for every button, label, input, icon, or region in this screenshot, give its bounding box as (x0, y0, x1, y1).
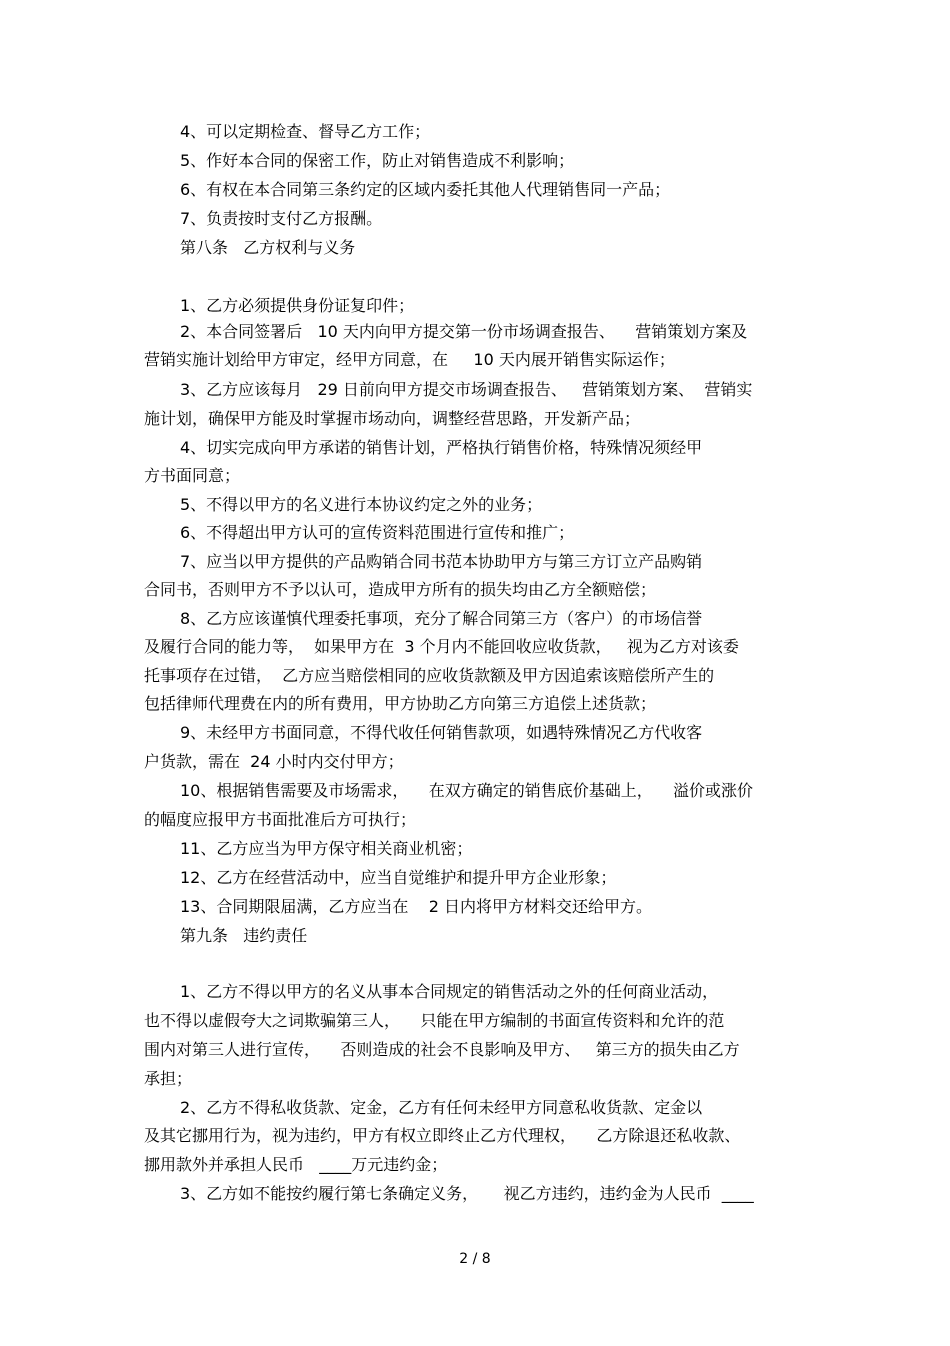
clause-line: 托事项存在过错， 乙方应当赔偿相同的应收货款额及甲方因追索该赔偿所产生的 (144, 666, 715, 685)
clause-line: 4、切实完成向甲方承诺的销售计划，严格执行销售价格，特殊情况须经甲 (180, 438, 703, 457)
clause-line: 及履行合同的能力等， 如果甲方在 3 个月内不能回收应收货款， 视为乙方对该委 (144, 637, 739, 656)
clause-line: 施计划，确保甲方能及时掌握市场动向，调整经营思路，开发新产品； (144, 409, 641, 428)
clause-line: 5、作好本合同的保密工作，防止对销售造成不利影响； (180, 151, 575, 170)
clause-line: 3、乙方应该每月 29 日前向甲方提交市场调查报告、 营销策划方案、 营销实 (180, 380, 753, 399)
clause-line: 包括律师代理费在内的所有费用，甲方协助乙方向第三方追偿上述货款； (144, 694, 657, 713)
clause-line: 3、乙方如不能按约履行第七条确定义务， 视乙方违约，违约金为人民币 ____ (180, 1184, 754, 1203)
clause-line: 5、不得以甲方的名义进行本协议约定之外的业务； (180, 495, 543, 514)
clause-line: 11、乙方应当为甲方保守相关商业机密； (180, 839, 473, 858)
clause-line: 12、乙方在经营活动中，应当自觉维护和提升甲方企业形象； (180, 868, 617, 887)
clause-line: 营销实施计划给甲方审定，经甲方同意，在 10 天内展开销售实际运作； (144, 350, 675, 369)
clause-line: 2、乙方不得私收货款、定金，乙方有任何未经甲方同意私收货款、定金以 (180, 1098, 703, 1117)
clause-line: 合同书，否则甲方不予以认可，造成甲方所有的损失均由乙方全额赔偿； (144, 580, 657, 599)
clause-line: 6、有权在本合同第三条约定的区域内委托其他人代理销售同一产品； (180, 180, 671, 199)
clause-line: 9、未经甲方书面同意，不得代收任何销售款项，如遇特殊情况乙方代收客 (180, 723, 703, 742)
clause-line: 6、不得超出甲方认可的宣传资料范围进行宣传和推广； (180, 523, 575, 542)
clause-line: 4、可以定期检查、督导乙方工作； (180, 122, 431, 141)
clause-line: 挪用款外并承担人民币 ____万元违约金； (144, 1155, 448, 1174)
section-heading-article-9: 第九条 违约责任 (180, 926, 308, 945)
clause-line: 1、乙方不得以甲方的名义从事本合同规定的销售活动之外的任何商业活动， (180, 982, 719, 1001)
clause-line: 1、乙方必须提供身份证复印件； (180, 296, 415, 315)
clause-line: 方书面同意； (144, 466, 241, 485)
clause-line: 围内对第三人进行宣传， 否则造成的社会不良影响及甲方、 第三方的损失由乙方 (144, 1040, 740, 1059)
clause-line: 的幅度应报甲方书面批准后方可执行； (144, 810, 417, 829)
clause-line: 也不得以虚假夸大之词欺骗第三人， 只能在甲方编制的书面宣传资料和允许的范 (144, 1011, 725, 1030)
page-number: 2 / 8 (459, 1251, 491, 1267)
clause-line: 2、本合同签署后 10 天内向甲方提交第一份市场调查报告、 营销策划方案及 (180, 322, 748, 341)
clause-line: 7、应当以甲方提供的产品购销合同书范本协助甲方与第三方订立产品购销 (180, 552, 703, 571)
clause-line: 13、合同期限届满，乙方应当在 2 日内将甲方材料交还给甲方。 (180, 897, 652, 916)
clause-line: 10、根据销售需要及市场需求， 在双方确定的销售底价基础上， 溢价或涨价 (180, 781, 754, 800)
clause-line: 承担； (144, 1069, 193, 1088)
clause-line: 8、乙方应该谨慎代理委托事项，充分了解合同第三方（客户）的市场信誉 (180, 609, 703, 628)
section-heading-article-8: 第八条 乙方权利与义务 (180, 238, 356, 257)
clause-line: 7、负责按时支付乙方报酬。 (180, 209, 383, 228)
clause-line: 及其它挪用行为，视为违约，甲方有权立即终止乙方代理权， 乙方除退还私收款、 (144, 1126, 741, 1145)
clause-line: 户货款，需在 24 小时内交付甲方； (144, 752, 404, 771)
